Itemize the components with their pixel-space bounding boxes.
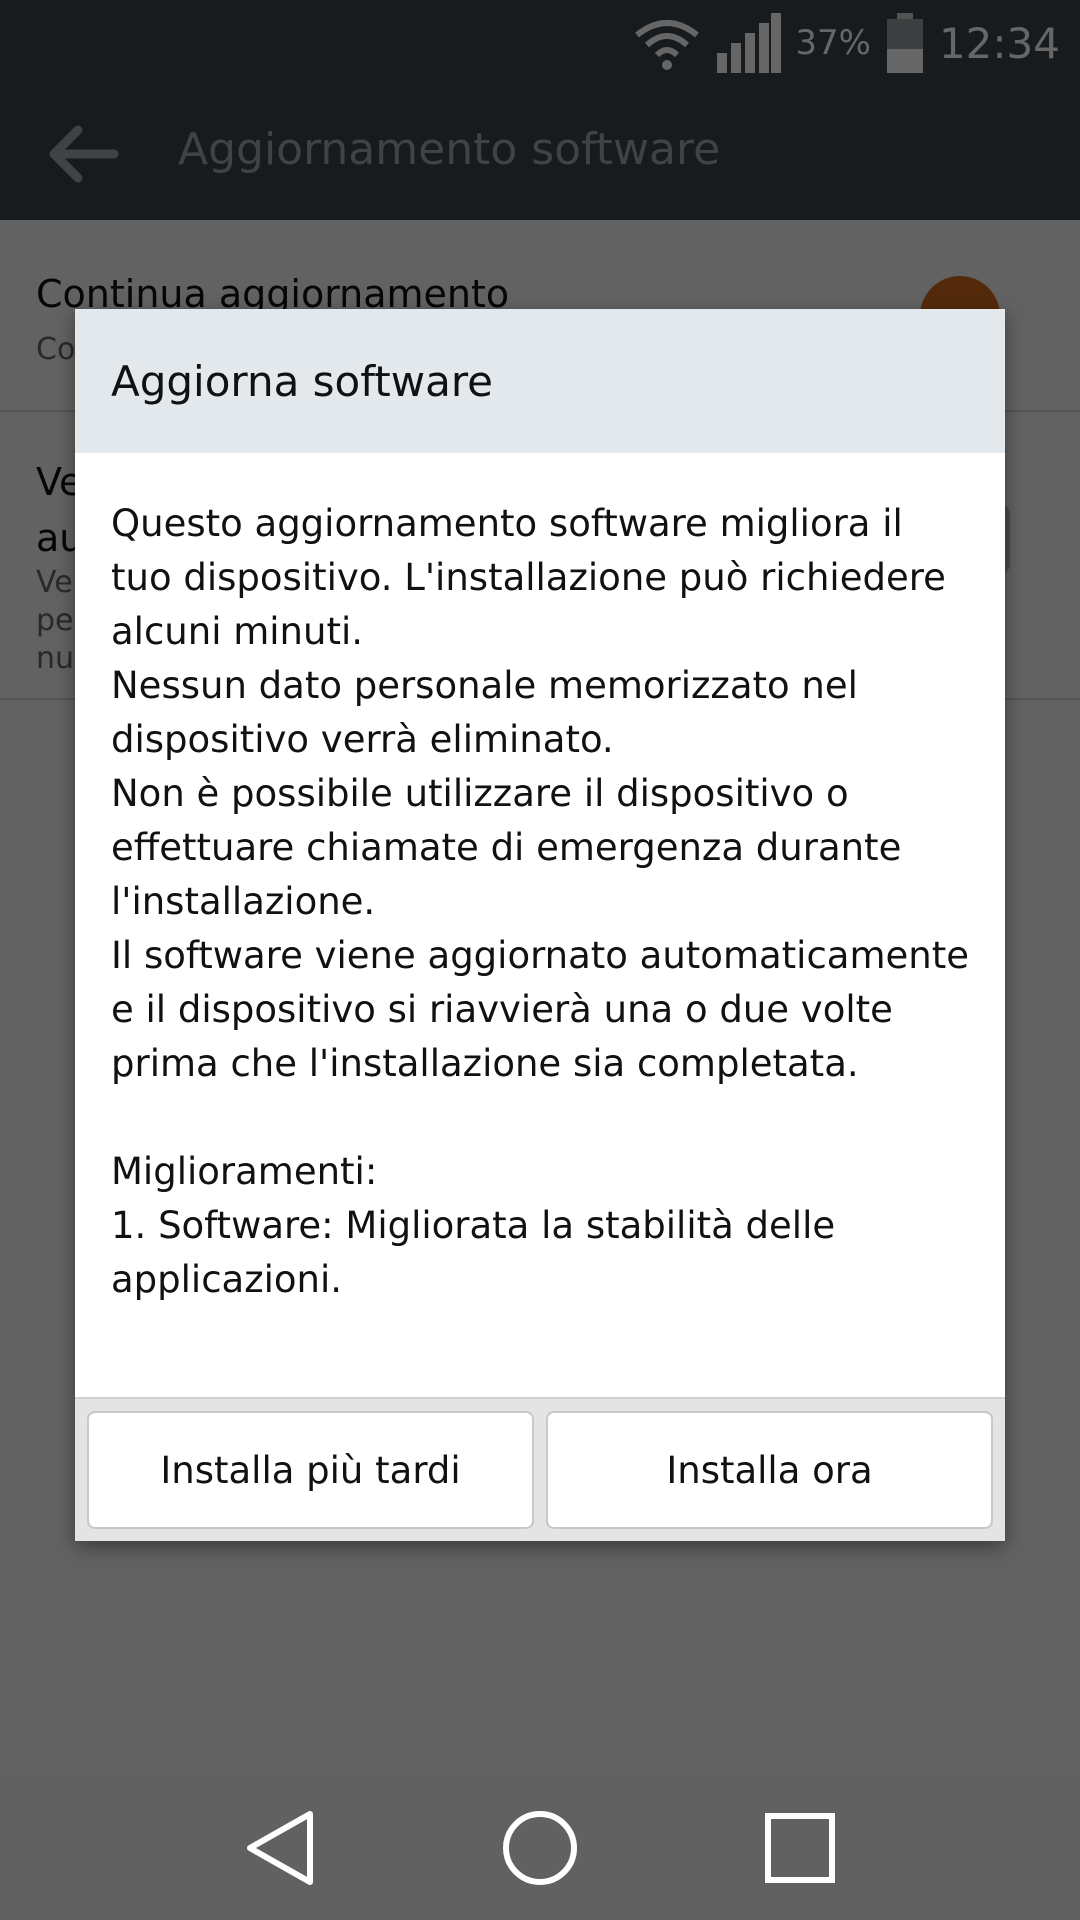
update-dialog (75, 309, 1005, 1541)
install-later-button[interactable]: Installa più tardi (87, 1411, 534, 1529)
navigation-bar (0, 1776, 1080, 1920)
nav-back-button[interactable] (225, 1793, 335, 1903)
dialog-message: Questo aggiornamento software migliora il tuo dispositivo. L'installazione può richiedere alcuni minuti. Nessun dato personale memorizzato nel dispositivo verrà eliminato. Non è possibile utilizzare il dispositivo o effettuare chiamate di emergenza durante l'installazione. Il software viene aggiornato automaticamente e il dispositivo si riavvierà una o due volte prima che l'installazione sia completata. Miglioramenti: 1. Software: Migliorata la stabilità delle applicazioni. (111, 502, 969, 1301)
nav-home-icon (500, 1808, 580, 1888)
dialog-title: Aggiorna software (111, 356, 494, 406)
nav-recents-icon (760, 1808, 840, 1888)
dialog-body (75, 453, 1005, 1387)
dialog-buttons (75, 1397, 1005, 1541)
nav-back-icon (240, 1808, 320, 1888)
install-now-button[interactable]: Installa ora (546, 1411, 993, 1529)
nav-home-button[interactable] (485, 1793, 595, 1903)
nav-recents-button[interactable] (745, 1793, 855, 1903)
dialog-header (75, 309, 1005, 453)
